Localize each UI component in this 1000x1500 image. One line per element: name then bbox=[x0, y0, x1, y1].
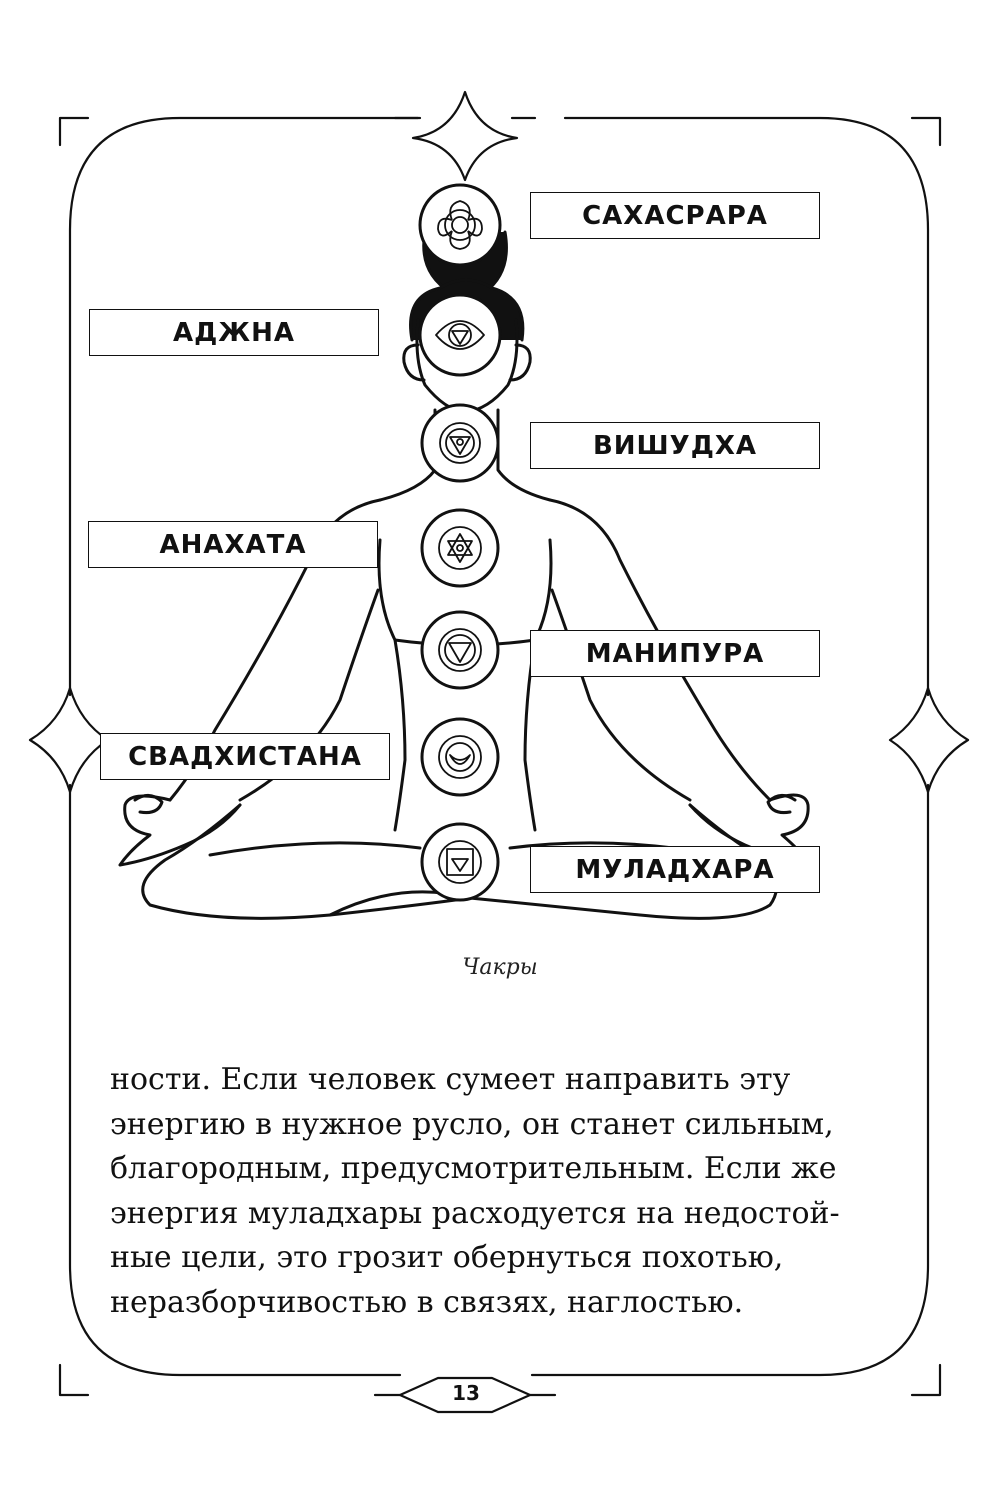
sahasrara-chakra-icon bbox=[420, 185, 500, 265]
corner-bracket-tl bbox=[60, 118, 88, 145]
text-line: неразборчивостью в связях, наглостью. bbox=[110, 1284, 744, 1320]
text-line: энергию в нужное русло, он станет сильным, bbox=[110, 1106, 834, 1142]
label-sahasrara: САХАСРАРА bbox=[530, 192, 820, 239]
label-manipura: МАНИПУРА bbox=[530, 630, 820, 677]
text-line: ные цели, это грозит обернуться похотью, bbox=[110, 1240, 784, 1275]
label-muladhara: МУЛАДХАРА bbox=[530, 846, 820, 893]
ajna-chakra-icon bbox=[420, 295, 500, 375]
anahata-chakra-icon bbox=[422, 510, 498, 586]
label-svadhisthana: СВАДХИСТАНА bbox=[100, 733, 390, 780]
vishuddha-chakra-icon bbox=[422, 405, 498, 481]
label-vishuddha: ВИШУДХА bbox=[530, 422, 820, 469]
top-ornament bbox=[413, 92, 517, 180]
text-line: ности. Если человек сумеет направить эту bbox=[110, 1062, 791, 1097]
corner-bracket-tr bbox=[912, 118, 940, 145]
page-number: 13 bbox=[452, 1381, 480, 1405]
right-ornament bbox=[890, 688, 968, 792]
text-line: благородным, предусмотрительным. Если же bbox=[110, 1151, 837, 1186]
body-paragraph bbox=[110, 1058, 860, 1325]
left-ornament bbox=[30, 688, 108, 792]
figure-caption: Чакры bbox=[462, 955, 538, 980]
label-anahata: АНАХАТА bbox=[88, 521, 378, 568]
label-ajna: АДЖНА bbox=[89, 309, 379, 356]
muladhara-chakra-icon bbox=[422, 824, 498, 900]
manipura-chakra-icon bbox=[422, 612, 498, 688]
corner-bracket-bl bbox=[60, 1365, 88, 1395]
text-line: энергия муладхары расходуется на недостой- bbox=[110, 1195, 840, 1231]
svadhisthana-chakra-icon bbox=[422, 719, 498, 795]
corner-bracket-br bbox=[912, 1365, 940, 1395]
